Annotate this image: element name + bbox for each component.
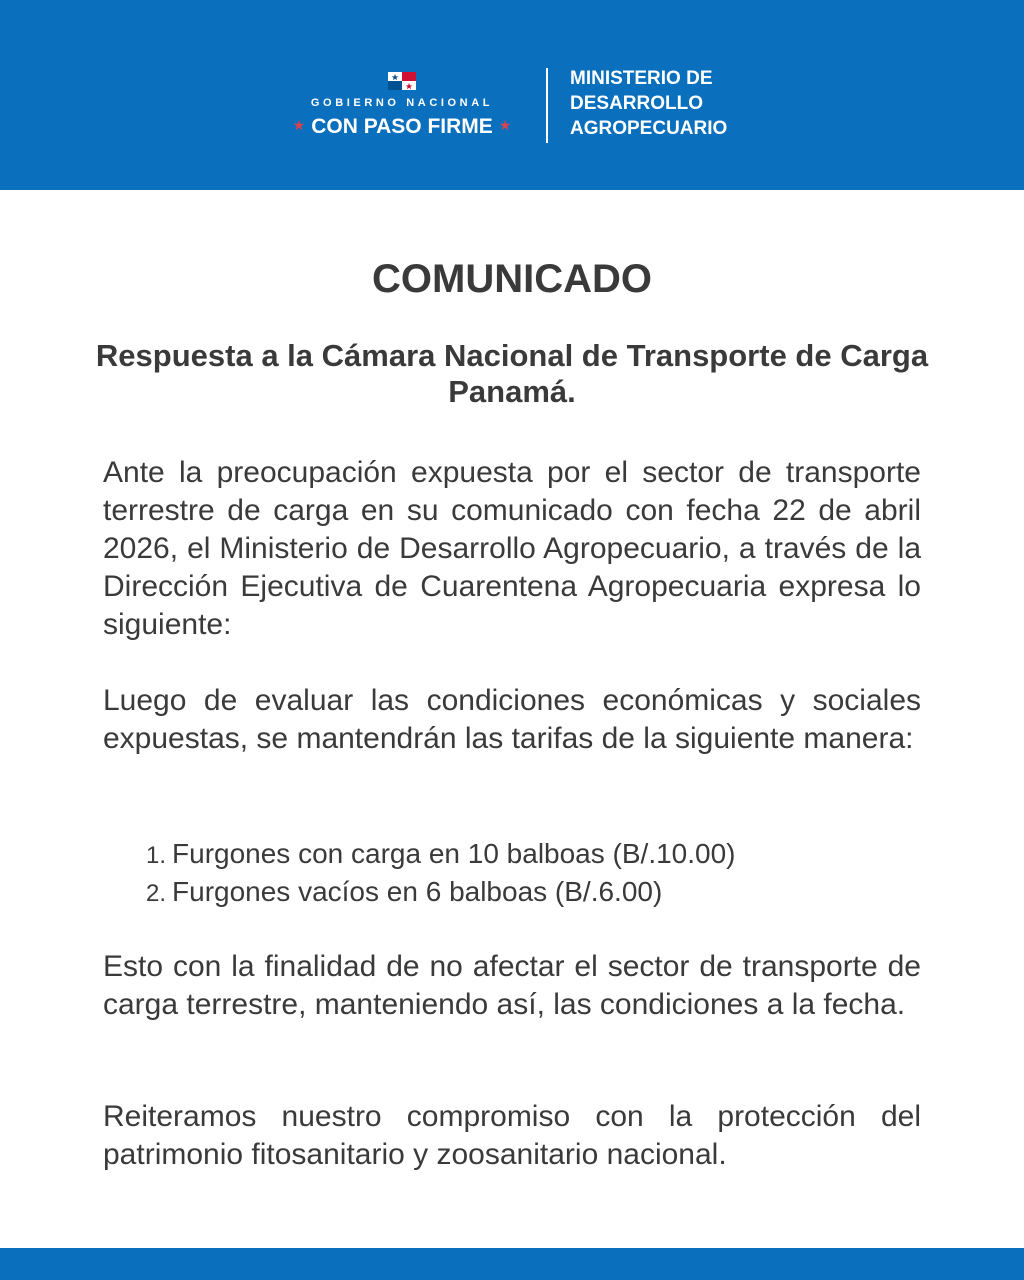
paragraph-evaluation: Luego de evaluar las condiciones económicas y sociales expuestas, se mantendrán las tarifas de la siguiente manera: — [103, 684, 921, 755]
ministry-line: DESARROLLO — [570, 93, 703, 114]
logo-divider — [546, 68, 548, 143]
list-number: 2. — [146, 880, 167, 907]
panama-flag-icon — [388, 72, 416, 90]
paragraph-purpose: Esto con la finalidad de no afectar el sector de transporte de carga terrestre, manteniendo así, las condiciones a la fecha. — [103, 950, 921, 1021]
document-subtitle: Respuesta a la Cámara Nacional de Transporte de Carga Panamá. — [95, 338, 929, 409]
star-icon: ★ — [292, 117, 306, 133]
list-item — [146, 836, 736, 874]
document-title: COMUNICADO — [372, 257, 652, 301]
slogan-text: CON PASO FIRME — [311, 115, 493, 138]
ministry-line: MINISTERIO DE — [570, 68, 713, 89]
footer-bar — [0, 1248, 1024, 1280]
government-logo — [272, 72, 532, 140]
paragraph-intro: Ante la preocupación expuesta por el sector de transporte terrestre de carga en su comunicado con fecha 22 de abril 2026, el Ministerio de Desarrollo Agropecuario, a través de la Dirección Ejecutiva de Cuarentena Agropecuaria expresa lo siguiente: — [103, 456, 921, 641]
list-number: 1. — [146, 842, 167, 869]
star-icon: ★ — [498, 117, 512, 133]
ministry-name — [570, 66, 727, 141]
government-slogan — [272, 112, 532, 140]
list-item — [146, 874, 736, 912]
list-text: Furgones con carga en 10 balboas (B/.10.00) — [172, 838, 736, 869]
tariff-list — [146, 836, 736, 912]
list-text: Furgones vacíos en 6 balboas (B/.6.00) — [172, 876, 663, 907]
government-name: GOBIERNO NACIONAL — [310, 97, 494, 109]
paragraph-closing: Reiteramos nuestro compromiso con la protección del patrimonio fitosanitario y zoosanitario nacional. — [103, 1100, 921, 1171]
header-banner — [0, 0, 1024, 190]
ministry-line: AGROPECUARIO — [570, 118, 728, 139]
